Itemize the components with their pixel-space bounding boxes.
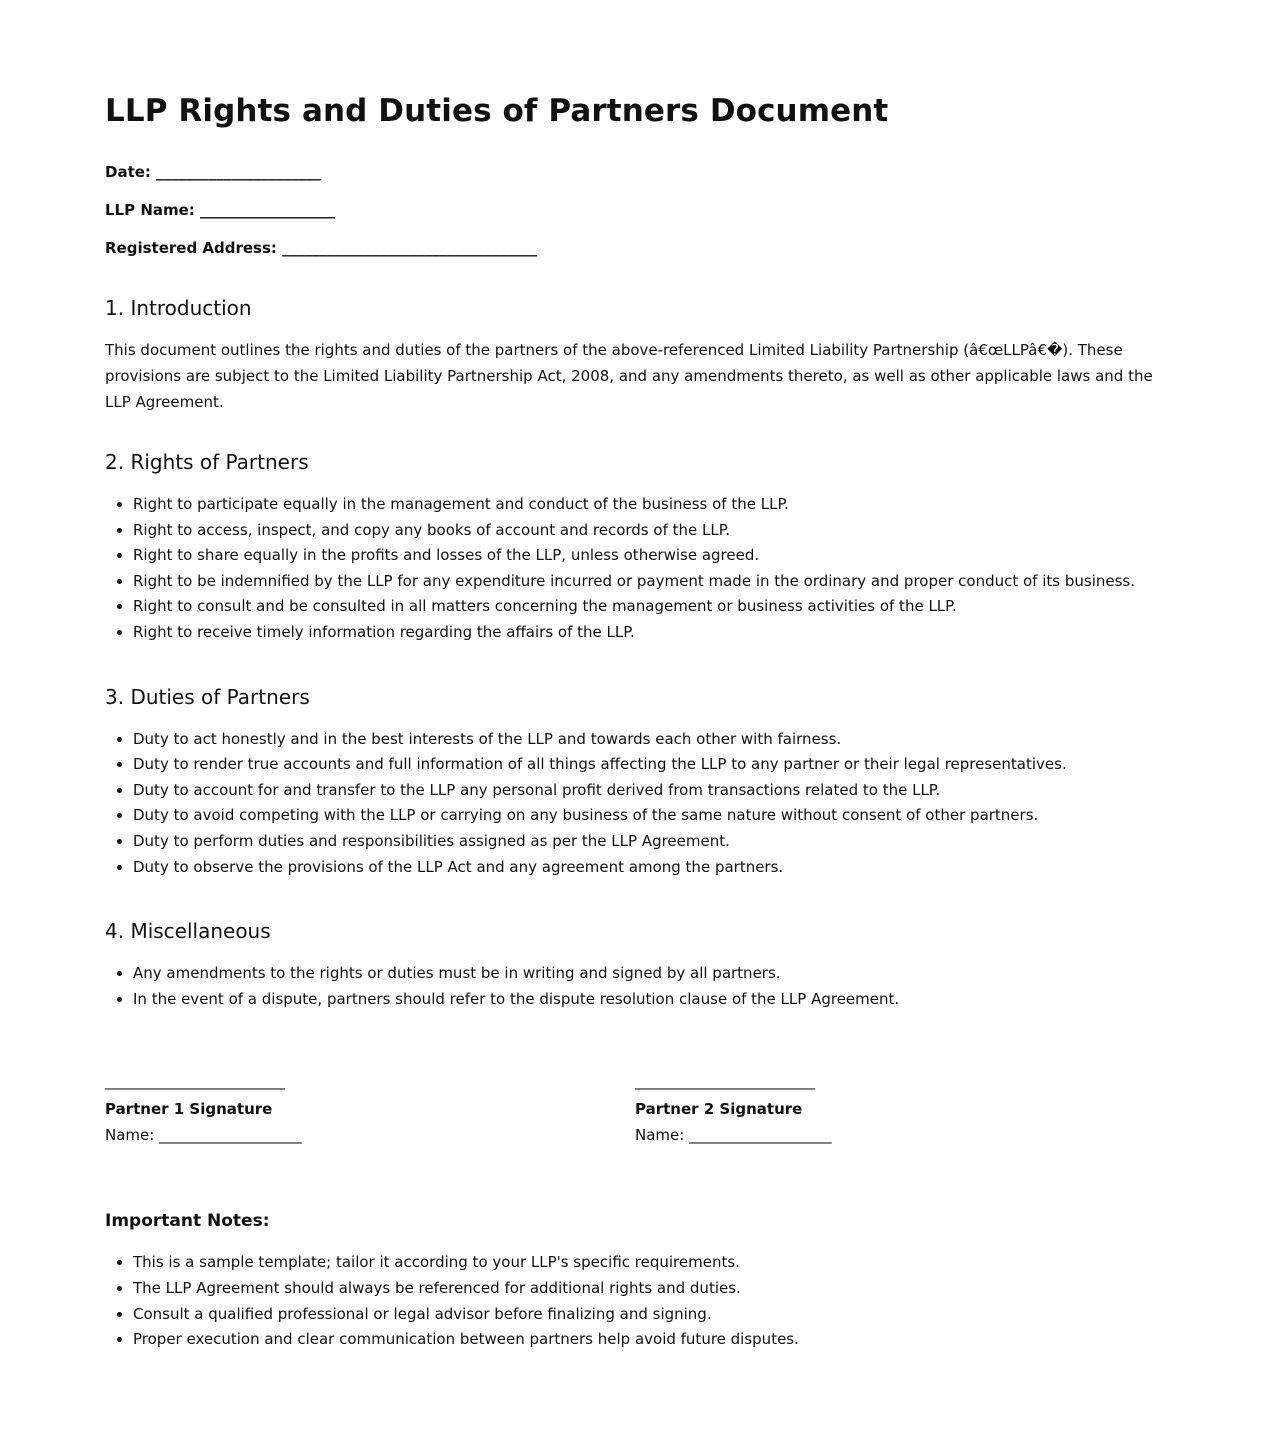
document-title: LLP Rights and Duties of Partners Document xyxy=(105,93,889,129)
llp-name-field xyxy=(105,200,1165,220)
important-notes-heading: Important Notes: xyxy=(105,1211,270,1232)
date-blank: ______________________ xyxy=(156,163,322,181)
rights-list-item: • Right to be indemnified by the LLP for any expenditure incurred or payment made in the ordinary and proper conduct of its business. xyxy=(133,569,1165,595)
partner-1-name-blank: ___________________ xyxy=(159,1126,302,1145)
partner-2-signature-line: ________________________ xyxy=(635,1072,815,1091)
duties-list-item: • Duty to act honestly and in the best interests of the LLP and towards each other with fairness. xyxy=(133,727,1165,753)
introduction-text: This document outlines the rights and duties of the partners of the above-referenced Limited Liability Partnership (â€œLLPâ€�). These provisions are subject to the Limited Liability Partnership Act, 2008, and any amendments thereto, as well as other applicable laws and the LLP Agreement. xyxy=(105,341,1153,411)
rights-heading: 2. Rights of Partners xyxy=(105,450,309,474)
miscellaneous-list xyxy=(105,961,1165,1012)
registered-address-label: Registered Address: xyxy=(105,239,277,257)
partner-2-name-label: Name: xyxy=(635,1126,685,1145)
partner-2-name-blank: ___________________ xyxy=(689,1126,832,1145)
partner-1-name-label: Name: xyxy=(105,1126,155,1145)
duties-list-item: • Duty to render true accounts and full information of all things affecting the LLP to any partner or their legal representatives. xyxy=(133,752,1165,778)
duties-heading: 3. Duties of Partners xyxy=(105,684,310,709)
header-fields xyxy=(105,162,1165,258)
rights-list xyxy=(105,492,1165,646)
partner-1-name-field xyxy=(105,1122,635,1148)
duties-list xyxy=(105,727,1165,881)
important-notes-item: • This is a sample template; tailor it according to your LLP's specific requirements. xyxy=(133,1250,1165,1276)
duties-list-item: • Duty to observe the provisions of the LLP Act and any agreement among the partners. xyxy=(133,855,1165,881)
registered-address-field xyxy=(105,238,1165,258)
important-notes-list xyxy=(105,1250,1165,1352)
miscellaneous-list-item: • In the event of a dispute, partners should refer to the dispute resolution clause of the LLP Agreement. xyxy=(133,987,1165,1013)
llp-name-blank: __________________ xyxy=(200,201,336,219)
partner-1-signature-title: Partner 1 Signature xyxy=(105,1100,273,1119)
llp-name-label: LLP Name: xyxy=(105,201,195,219)
partner-1-signature xyxy=(105,1070,635,1148)
partner-1-signature-line: ________________________ xyxy=(105,1072,285,1091)
duties-list-item: • Duty to avoid competing with the LLP or carrying on any business of the same nature without consent of other partners. xyxy=(133,803,1165,829)
rights-list-item: • Right to share equally in the profits and losses of the LLP, unless otherwise agreed. xyxy=(133,543,1165,569)
partner-2-name-field xyxy=(635,1122,1165,1148)
duties-list-item: • Duty to perform duties and responsibilities assigned as per the LLP Agreement. xyxy=(133,829,1165,855)
partner-2-signature-title: Partner 2 Signature xyxy=(635,1100,803,1119)
miscellaneous-heading: 4. Miscellaneous xyxy=(105,919,271,944)
rights-list-item: • Right to consult and be consulted in all matters concerning the management or business activities of the LLP. xyxy=(133,594,1165,620)
date-label: Date: xyxy=(105,163,151,181)
partner-2-signature xyxy=(635,1070,1165,1148)
signature-block xyxy=(105,1070,1165,1148)
rights-list-item: • Right to participate equally in the management and conduct of the business of the LLP. xyxy=(133,492,1165,518)
date-field xyxy=(105,162,1165,182)
rights-list-item: • Right to access, inspect, and copy any books of account and records of the LLP. xyxy=(133,518,1165,544)
duties-list-item: • Duty to account for and transfer to the LLP any personal profit derived from transactions related to the LLP. xyxy=(133,778,1165,804)
important-notes-item: • The LLP Agreement should always be referenced for additional rights and duties. xyxy=(133,1276,1165,1302)
miscellaneous-list-item: • Any amendments to the rights or duties must be in writing and signed by all partners. xyxy=(133,961,1165,987)
document-content xyxy=(105,88,1165,1349)
important-notes-item: • Consult a qualified professional or legal advisor before finalizing and signing. xyxy=(133,1302,1165,1328)
rights-list-item: • Right to receive timely information regarding the affairs of the LLP. xyxy=(133,620,1165,646)
important-notes-item: • Proper execution and clear communication between partners help avoid future disputes. xyxy=(133,1327,1165,1353)
registered-address-blank: __________________________________ xyxy=(282,239,538,257)
introduction-heading: 1. Introduction xyxy=(105,296,252,320)
